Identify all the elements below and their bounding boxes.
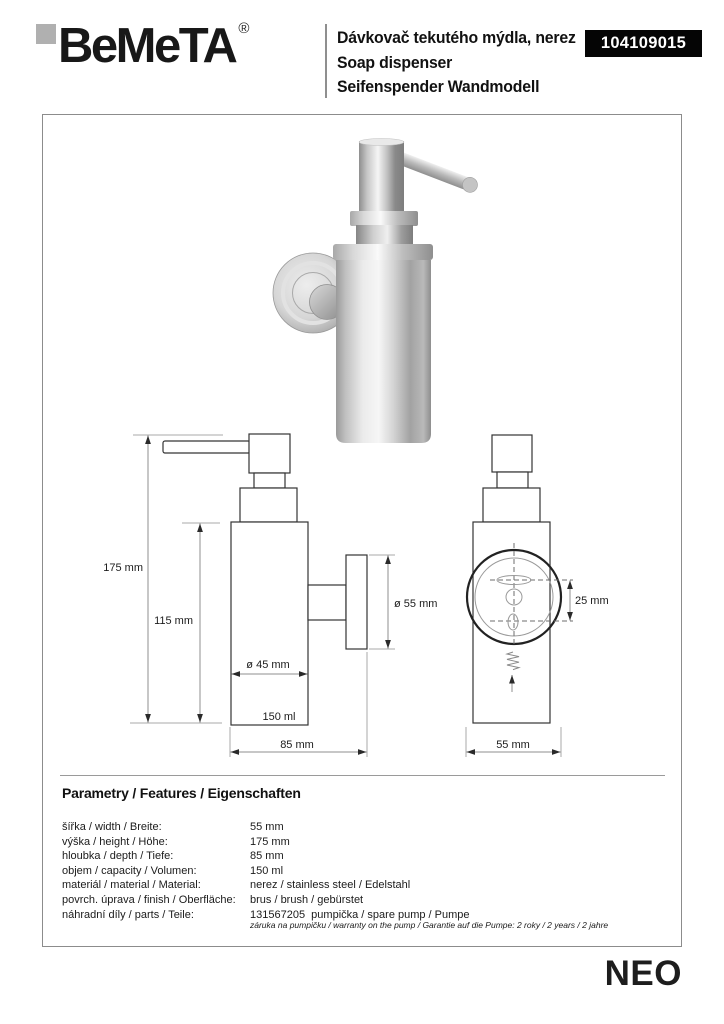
bottle-rim (333, 244, 433, 260)
product-title-czech: Dávkovač tekutého mýdla, nerez (337, 28, 576, 47)
capacity-label: 150 ml (262, 711, 296, 723)
params-table (62, 820, 662, 922)
dim-width-front: 55 mm (496, 739, 530, 751)
pump-stem (359, 141, 404, 213)
drawn-pump-handle (163, 441, 250, 453)
param-label: šířka / width / Breite: (62, 821, 162, 833)
warranty-note: záruka na pumpičku / warranty on the pump / Garantie auf die Pumpe: 2 roky / 2 years / 2 jahre (250, 920, 609, 930)
product-photo (273, 139, 480, 444)
param-label: výška / height / Höhe: (62, 835, 168, 848)
drawn-pump-neck-front (497, 472, 528, 488)
drawn-wall-arm (308, 585, 346, 620)
params-heading: Parametry / Features / Eigenschaften (62, 785, 301, 801)
product-titles (337, 26, 576, 100)
registered-trademark-icon: ® (238, 20, 250, 37)
param-value: brus / brush / gebürstet (250, 893, 364, 906)
param-label: materiál / material / Material: (62, 879, 201, 892)
param-label: hloubka / depth / Tiefe: (62, 850, 174, 863)
header-divider (325, 24, 327, 98)
param-value: 131567205 pumpička / spare pump / Pumpe (250, 908, 470, 921)
dim-depth: 85 mm (280, 739, 314, 751)
pump-collar (350, 211, 418, 226)
product-title-german: Seifenspender Wandmodell (337, 77, 540, 96)
param-value: 175 mm (250, 835, 290, 848)
param-label: povrch. úprava / finish / Oberfläche: (62, 893, 236, 906)
pump-spout (394, 150, 480, 195)
logo-square-icon (36, 24, 56, 44)
param-value: 85 mm (250, 850, 284, 863)
brand-logo-text: BeMeTA (58, 19, 236, 73)
dim-height-total: 175 mm (103, 562, 143, 574)
drawn-collar-front (483, 488, 540, 522)
param-label: náhradní díly / parts / Teile: (62, 908, 194, 921)
drawn-collar (240, 488, 297, 522)
bottle-body (336, 260, 431, 443)
param-label: objem / capacity / Volumen: (62, 864, 197, 877)
drawing-side-view (103, 434, 437, 757)
product-title-english: Soap dispenser (337, 52, 453, 72)
drawn-pump-head (249, 434, 290, 473)
brand-logo (36, 20, 249, 72)
pump-neck (356, 225, 413, 245)
drawn-pump-neck (254, 473, 285, 488)
drawn-body (231, 522, 308, 725)
param-value: 150 ml (250, 864, 284, 877)
param-value: nerez / stainless steel / Edelstahl (250, 879, 411, 892)
params-divider (60, 775, 665, 776)
dim-height-body: 115 mm (154, 615, 193, 627)
dim-plate-diameter: ø 55 mm (394, 598, 438, 610)
drawing-front-view (466, 435, 609, 757)
param-value: 55 mm (250, 821, 284, 833)
collection-name: NEO (604, 954, 682, 993)
dim-hole-spacing: 25 mm (575, 595, 609, 607)
product-code-badge: 104109015 (585, 30, 702, 57)
drawn-pump-head-front (492, 435, 532, 472)
drawn-wall-plate (346, 555, 367, 649)
dim-body-diameter: ø 45 mm (246, 659, 290, 671)
